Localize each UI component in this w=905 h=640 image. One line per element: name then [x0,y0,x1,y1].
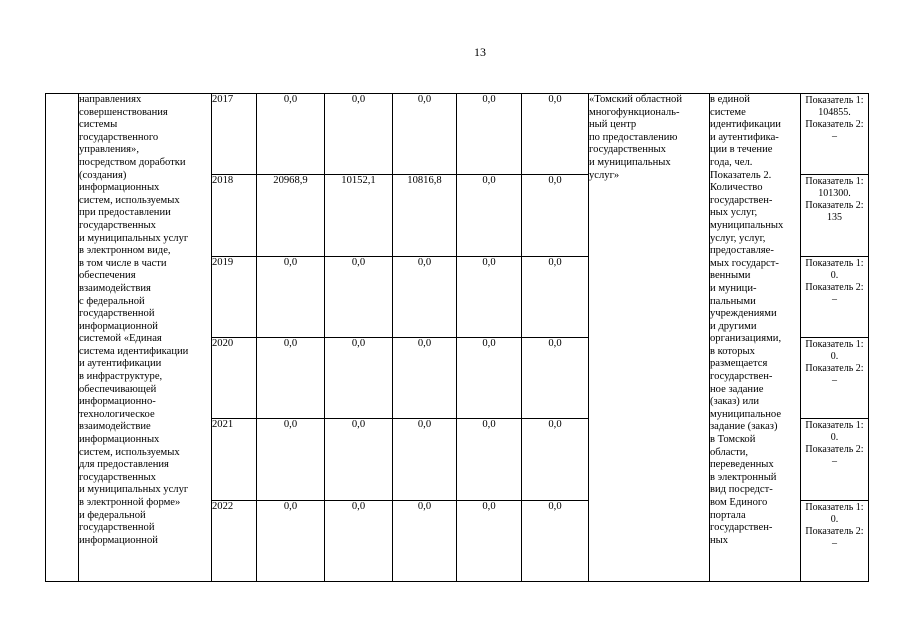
indicator-label: Показатель 2: [805,362,864,374]
indicator-description-line: вом Единого [710,497,768,508]
amount-cell: 0,0 [457,500,522,581]
indicator-description-line: ных [710,534,729,546]
indicator-values-cell [801,337,869,418]
indicator-description-line: в которых [710,345,755,357]
measure-name-line: обеспечения [79,270,136,282]
indicator-description-text [710,94,800,581]
measure-name-line: совершенствования [79,106,168,118]
amount-cell: 0,0 [325,94,393,175]
year-cell [212,175,257,256]
indicator-description-line: портала [710,509,746,521]
indicator-label: Показатель 1: [805,95,864,106]
measure-name-line: в электронной форме» [79,497,181,508]
indicator-description-line: ное задание [710,383,764,395]
indicator-label: Показатель 2: [805,119,864,130]
year-value: 2020 [212,337,234,349]
indicator-label: Показатель 1: [805,257,864,269]
executor-line: многофункциональ- [589,106,680,118]
amount-cell: 0,0 [257,500,325,581]
amount-cell: 0,0 [457,419,522,500]
measure-name-line: государственных [79,219,156,231]
measure-name-line: система идентификации [79,345,189,357]
amount-cell: 0,0 [325,256,393,337]
measure-name-line: государственной [79,522,155,534]
measure-name-line: государственного [79,131,159,143]
measure-name-line: (создания) [79,169,127,181]
measure-name-line: государственной [79,308,155,320]
amount-cell: 0,0 [393,94,457,175]
indicator-value: – [832,293,837,305]
amount-cell: 0,0 [257,337,325,418]
measure-name-text [79,94,211,581]
measure-name-cell [79,94,212,582]
indicator-description-line: организациями, [710,333,782,345]
amount-cell: 0,0 [325,500,393,581]
indicator-description-line: муниципальных [710,219,784,231]
executor-cell [589,94,710,582]
indicator-description-line: мых государст- [710,257,779,269]
indicator-description-cell [710,94,801,582]
amount-cell: 0,0 [522,175,589,256]
measure-name-line: в том числе в части [79,257,167,269]
indicator-value: – [832,537,837,549]
indicator-description-line: и муници- [710,282,757,294]
indicator-values-cell [801,94,869,175]
amount-cell: 0,0 [457,337,522,418]
executor-line: государственных [589,144,666,156]
indicator-description-line: задание (заказ) [710,421,778,433]
indicator-description-line: венными [710,270,751,282]
indicator-label: Показатель 2: [805,525,864,537]
indicator-description-line: Количество [710,182,763,194]
indicator-values-cell [801,419,869,500]
measure-name-line: системой «Единая [79,333,162,345]
amount-cell: 10152,1 [325,175,393,256]
amount-cell: 0,0 [393,419,457,500]
year-value: 2022 [212,500,234,512]
measure-name-line: с федеральной [79,295,145,307]
measure-name-line: информационной [79,320,158,332]
year-value: 2018 [212,175,234,187]
indicator-description-line: услуг, услуг, [710,232,766,244]
indicator-label: Показатель 1: [805,501,864,513]
indicator-description-line: (заказ) или [710,396,760,408]
amount-cell: 0,0 [393,256,457,337]
measure-name-line: в электронном виде, [79,245,171,257]
indicator-description-line: государствен- [710,194,773,206]
row-number-cell [46,94,79,582]
indicator-value: 0. [830,432,839,444]
amount-cell: 0,0 [257,94,325,175]
indicator-value: 0. [830,350,839,362]
indicator-values [801,175,868,226]
indicator-description-line: государствен- [710,371,773,383]
indicator-value: 0. [830,513,839,525]
amount-cell: 0,0 [325,337,393,418]
indicator-label: Показатель 1: [805,176,864,188]
year-value: 2019 [212,256,234,268]
indicator-label: Показатель 2: [805,281,864,293]
amount-cell: 0,0 [457,256,522,337]
indicator-values [801,419,868,470]
amount-cell: 0,0 [522,419,589,500]
executor-line: услуг» [589,169,620,181]
indicator-label: Показатель 1: [805,338,864,350]
executor-line: по предоставлению [589,131,678,143]
indicator-values-cell [801,175,869,256]
indicator-value: – [832,374,837,386]
indicator-label: Показатель 1: [805,420,864,432]
indicator-description-line: в единой [710,94,750,105]
indicator-value: – [832,131,837,142]
indicator-values-cell [801,500,869,581]
measure-name-line: информационных [79,434,160,446]
year-cell [212,419,257,500]
indicator-description-line: в электронный [710,471,777,483]
page-number: 13 [474,45,486,59]
year-cell [212,337,257,418]
indicator-description-line: размещается [710,358,768,370]
measure-name-line: и муниципальных услуг [79,232,189,244]
indicator-values [801,257,868,308]
indicator-value: 104855. [818,107,851,118]
amount-cell: 0,0 [522,94,589,175]
measure-name-line: взаимодействия [79,282,151,294]
indicator-description-line: в Томской [710,434,756,446]
amount-cell: 0,0 [522,256,589,337]
indicator-value: 101300. [818,188,851,200]
indicator-label: Показатель 2: [805,200,864,212]
amount-cell: 0,0 [457,175,522,256]
indicator-description-line: переведенных [710,459,774,471]
indicator-values [801,338,868,389]
measure-name-line: системы [79,119,118,131]
program-table [45,93,869,582]
measure-name-line: при предоставлении [79,207,171,219]
measure-name-line: направлениях [79,94,142,105]
amount-cell: 0,0 [257,419,325,500]
measure-name-line: систем, используемых [79,194,180,206]
indicator-values [801,501,868,552]
indicator-description-line: и аутентифика- [710,131,779,143]
indicator-description-line: области, [710,446,749,458]
measure-name-line: государственных [79,471,156,483]
measure-name-line: взаимодействие [79,421,151,433]
amount-cell: 0,0 [393,337,457,418]
measure-name-line: и аутентификации [79,358,162,370]
measure-name-line: обеспечивающей [79,383,157,395]
year-cell [212,500,257,581]
executor-line: ный центр [589,119,637,131]
measure-name-line: управления», [79,144,139,156]
measure-name-line: технологическое [79,408,155,420]
indicator-values-cell [801,256,869,337]
measure-name-line: информационно- [79,396,156,408]
measure-name-line: и федеральной [79,509,146,521]
measure-name-line: для предоставления [79,459,169,471]
indicator-description-line: и другими [710,320,757,332]
amount-cell: 0,0 [325,419,393,500]
executor-line: «Томский областной [589,94,682,105]
measure-name-line: информационных [79,182,160,194]
year-value: 2017 [212,94,234,105]
amount-cell: 20968,9 [257,175,325,256]
table-body [46,94,869,582]
indicator-value: 135 [827,212,842,224]
measure-name-line: посредством доработки [79,156,186,168]
indicator-description-line: Показатель 2. [710,169,772,181]
amount-cell: 10816,8 [393,175,457,256]
amount-cell: 0,0 [457,94,522,175]
indicator-description-line: года, чел. [710,156,753,168]
amount-cell: 0,0 [522,337,589,418]
indicator-description-line: муниципальное [710,408,782,420]
indicator-values [801,94,868,145]
indicator-description-line: вид посредст- [710,484,773,496]
indicator-description-line: учреждениями [710,308,777,320]
measure-name-line: и муниципальных услуг [79,484,189,496]
measure-name-line: систем, используемых [79,446,180,458]
measure-name-line: информационной [79,534,158,546]
year-cell [212,94,257,175]
measure-name-line: в инфраструктуре, [79,371,163,383]
amount-cell: 0,0 [522,500,589,581]
indicator-value: 0. [830,269,839,281]
indicator-description-line: системе [710,106,746,118]
indicator-description-line: ции в течение [710,144,773,156]
indicator-description-line: ных услуг, [710,207,758,219]
executor-line: и муниципальных [589,156,671,168]
table-row [46,94,869,175]
year-cell [212,256,257,337]
indicator-label: Показатель 2: [805,444,864,456]
indicator-description-line: государствен- [710,522,773,534]
amount-cell: 0,0 [257,256,325,337]
indicator-description-line: идентификации [710,119,781,131]
indicator-value: – [832,456,837,468]
indicator-description-line: пальными [710,295,756,307]
indicator-description-line: предоставляе- [710,245,774,257]
year-value: 2021 [212,419,234,431]
amount-cell: 0,0 [393,500,457,581]
